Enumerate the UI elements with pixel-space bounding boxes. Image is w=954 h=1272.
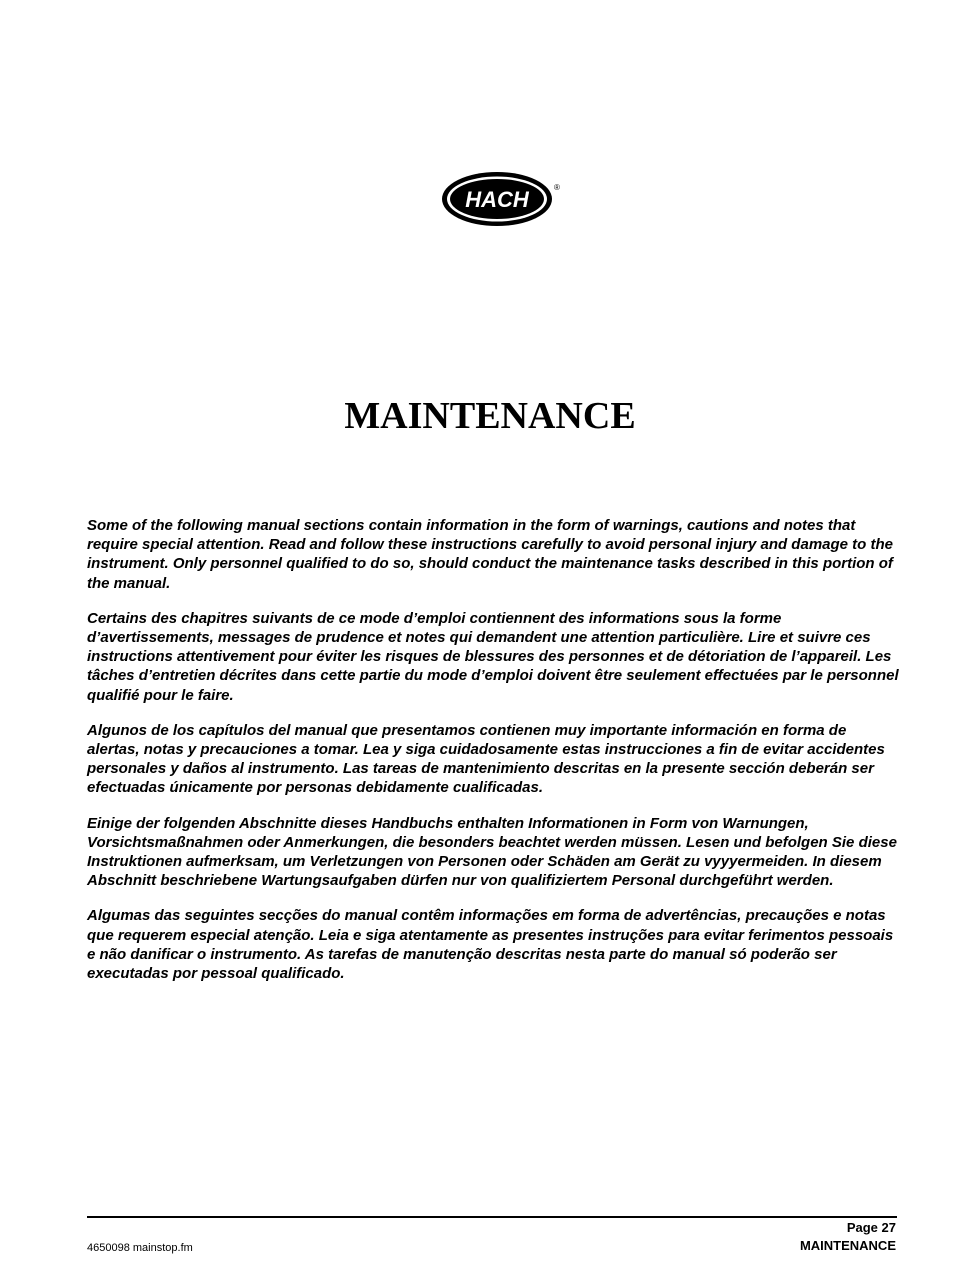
footer-section: MAINTENANCE	[799, 1238, 896, 1253]
page-title: MAINTENANCE	[344, 395, 636, 437]
notice-german: Einige der folgenden Abschnitte dieses Handbuchs enthalten Informationen in Form von Warnungen, Vorsichtsmaßnahmen oder Anmerkungen, die besonders beachtet werden müssen. Lesen und befolgen Sie diese Instruktionen aufmerksam, um Verletzungen von Personen oder Schäden am Gerät zu vyyyermeiden. In diesem Abschnitt beschriebene Wartungsaufgaben dürfen nur von qualifiziertem Personal durchgeführt werden.	[87, 814, 897, 890]
safety-notice	[87, 516, 899, 999]
footer-rule	[87, 1216, 897, 1218]
notice-english: Some of the following manual sections contain information in the form of warnings, cautions and notes that require special attention. Read and follow these instructions carefully to avoid personal injury and damage to the instrument. Only personnel qualified to do so, should conduct the maintenance tasks described in this portion of the manual.	[87, 517, 893, 592]
notice-french: Certains des chapitres suivants de ce mode d’emploi contiennent des informations sous la forme d’avertissements, messages de prudence et notes qui demandent une attention particulière. Lire et suivre ces instructions attentivement pour éviter les risques de blessures des personnes et de détoriation de l’appareil. Les tâches d’entretien décrites dans cette partie du mode d’emploi doivent être seulement effectuées par le personnel qualifié pour le faire.	[87, 609, 899, 704]
document-reference: 4650098 mainstop.fm	[87, 1242, 193, 1254]
registered-mark: ®	[554, 183, 560, 192]
logo-text: HACH	[465, 187, 529, 212]
notice-portuguese: Algumas das seguintes secções do manual contêm informações em forma de advertências, precauções e notas que requerem especial atenção. Leia e siga atentamente as presentes instruções para evitar ferimentos pessoais e não danificar o instrumento. As tarefas de manutenção descritas nesta parte do manual só poderão ser executadas por pessoal qualificado.	[87, 907, 894, 983]
hach-logo	[441, 170, 563, 228]
page-number: Page 27	[846, 1220, 896, 1235]
notice-spanish: Algunos de los capítulos del manual que presentamos contienen muy importante información en forma de alertas, notas y precauciones a tomar. Lea y siga cuidadosamente estas instrucciones a fin de evitar accidentes personales y daños al instrumento. Las tareas de mantenimiento descritas en la presente sección deberán ser efectuadas únicamente por personas debidamente cualificadas.	[87, 721, 885, 797]
